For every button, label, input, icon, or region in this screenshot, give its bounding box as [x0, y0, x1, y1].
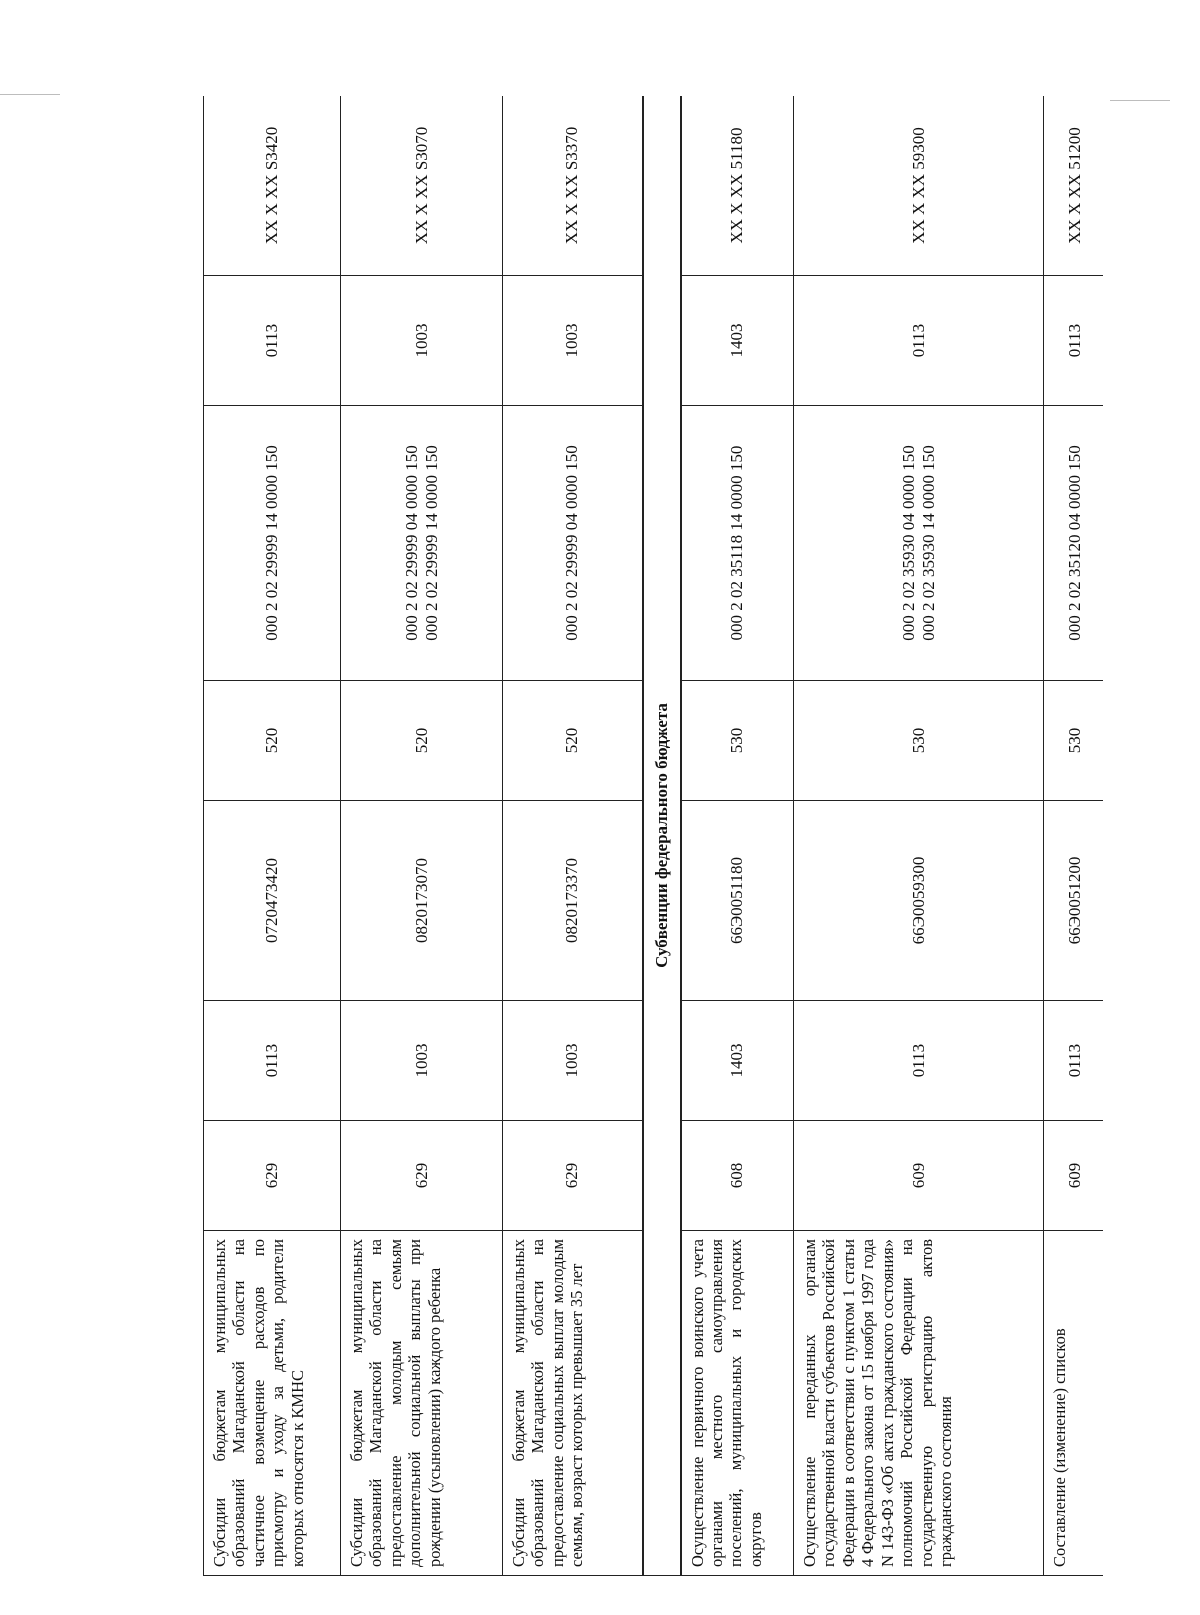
kbk-cell [204, 406, 341, 681]
grbs-code: 608 [681, 1121, 794, 1231]
expense-type: 530 [681, 681, 794, 801]
section-code: 0113 [1044, 1001, 1104, 1121]
table-row [341, 96, 503, 1576]
target-article: 66Э0051200 [1044, 801, 1104, 1001]
row-description: Субсидии бюджетам муниципальных образований Магаданской области на частичное возмещение расходов по присмотру и уходу за детьми, родители которых относятся к КМНС [204, 1231, 341, 1576]
section-code-2: 0113 [1044, 276, 1104, 406]
table-row [681, 96, 794, 1576]
target-article: 0820173070 [341, 801, 503, 1001]
section-code-2: 1003 [503, 276, 643, 406]
scan-artifact [0, 94, 60, 95]
scan-artifact [1110, 100, 1170, 101]
section-code: 1003 [503, 1001, 643, 1121]
section-code-2: 1403 [681, 276, 794, 406]
expense-type: 530 [1044, 681, 1104, 801]
kbk-cell [503, 406, 643, 681]
section-code: 0113 [204, 1001, 341, 1121]
kbk-cell [794, 406, 1044, 681]
section-heading-row [643, 96, 681, 1576]
classification-code: XX X XX 51180 [681, 96, 794, 276]
kbk-cell [341, 406, 503, 681]
grbs-code: 609 [794, 1121, 1044, 1231]
row-description: Субсидии бюджетам муниципальных образований Магаданской области на предоставление социальных выплат молодым семьям, возраст которых превышает 35 лет [503, 1231, 643, 1576]
kbk-code: 000 2 02 29999 14 0000 150 [421, 445, 441, 641]
grbs-code: 629 [341, 1121, 503, 1231]
kbk-code: 000 2 02 29999 14 0000 150 [262, 445, 282, 641]
expense-type: 520 [204, 681, 341, 801]
grbs-code: 629 [204, 1121, 341, 1231]
section-code: 1003 [341, 1001, 503, 1121]
budget-table [203, 96, 1103, 1576]
expense-type: 520 [341, 681, 503, 801]
grbs-code: 609 [1044, 1121, 1104, 1231]
kbk-code: 000 2 02 35118 14 0000 150 [727, 445, 747, 641]
classification-code: XX X XX 59300 [794, 96, 1044, 276]
target-article: 0720473420 [204, 801, 341, 1001]
section-code-2: 1003 [341, 276, 503, 406]
kbk-code: 000 2 02 35930 14 0000 150 [918, 445, 938, 641]
table-row [204, 96, 341, 1576]
section-heading: Субвенции федерального бюджета [643, 96, 681, 1576]
section-code: 1403 [681, 1001, 794, 1121]
rotated-table-container [203, 96, 1103, 1576]
section-code: 0113 [794, 1001, 1044, 1121]
section-code-2: 0113 [794, 276, 1044, 406]
section-code-2: 0113 [204, 276, 341, 406]
row-description: Осуществление переданных органам государственной власти субъектов Российской Федерации в соответствии с пунктом 1 статьи 4 Федерального закона от 15 ноября 1997 года N 143-ФЗ «Об актах гражданского состояния» полномочий Российской Федерации на государственную регистрацию актов гражданского состояния [794, 1231, 1044, 1576]
document-page [203, 96, 1103, 1576]
table-row [794, 96, 1044, 1576]
target-article: 66Э0051180 [681, 801, 794, 1001]
row-description: Осуществление первичного воинского учета органами местного самоуправления поселений, муниципальных и городских округов [681, 1231, 794, 1576]
expense-type: 520 [503, 681, 643, 801]
classification-code: XX X XX 51200 [1044, 96, 1104, 276]
kbk-code: 000 2 02 35930 04 0000 150 [898, 445, 918, 641]
kbk-code: 000 2 02 29999 04 0000 150 [562, 445, 582, 641]
row-description: Субсидии бюджетам муниципальных образований Магаданской области на предоставление молодым семьям дополнительной социальной выплаты при рождении (усыновлении) каждого ребенка [341, 1231, 503, 1576]
grbs-code: 629 [503, 1121, 643, 1231]
row-description: Составление (изменение) списков [1044, 1231, 1104, 1576]
target-article: 0820173370 [503, 801, 643, 1001]
kbk-code: 000 2 02 35120 04 0000 150 [1064, 445, 1084, 641]
classification-code: XX X XX S3420 [204, 96, 341, 276]
expense-type: 530 [794, 681, 1044, 801]
table-row [503, 96, 643, 1576]
table-row [1044, 96, 1104, 1576]
kbk-cell [1044, 406, 1104, 681]
classification-code: XX X XX S3070 [341, 96, 503, 276]
target-article: 66Э0059300 [794, 801, 1044, 1001]
classification-code: XX X XX S3370 [503, 96, 643, 276]
kbk-cell [681, 406, 794, 681]
kbk-code: 000 2 02 29999 04 0000 150 [401, 445, 421, 641]
